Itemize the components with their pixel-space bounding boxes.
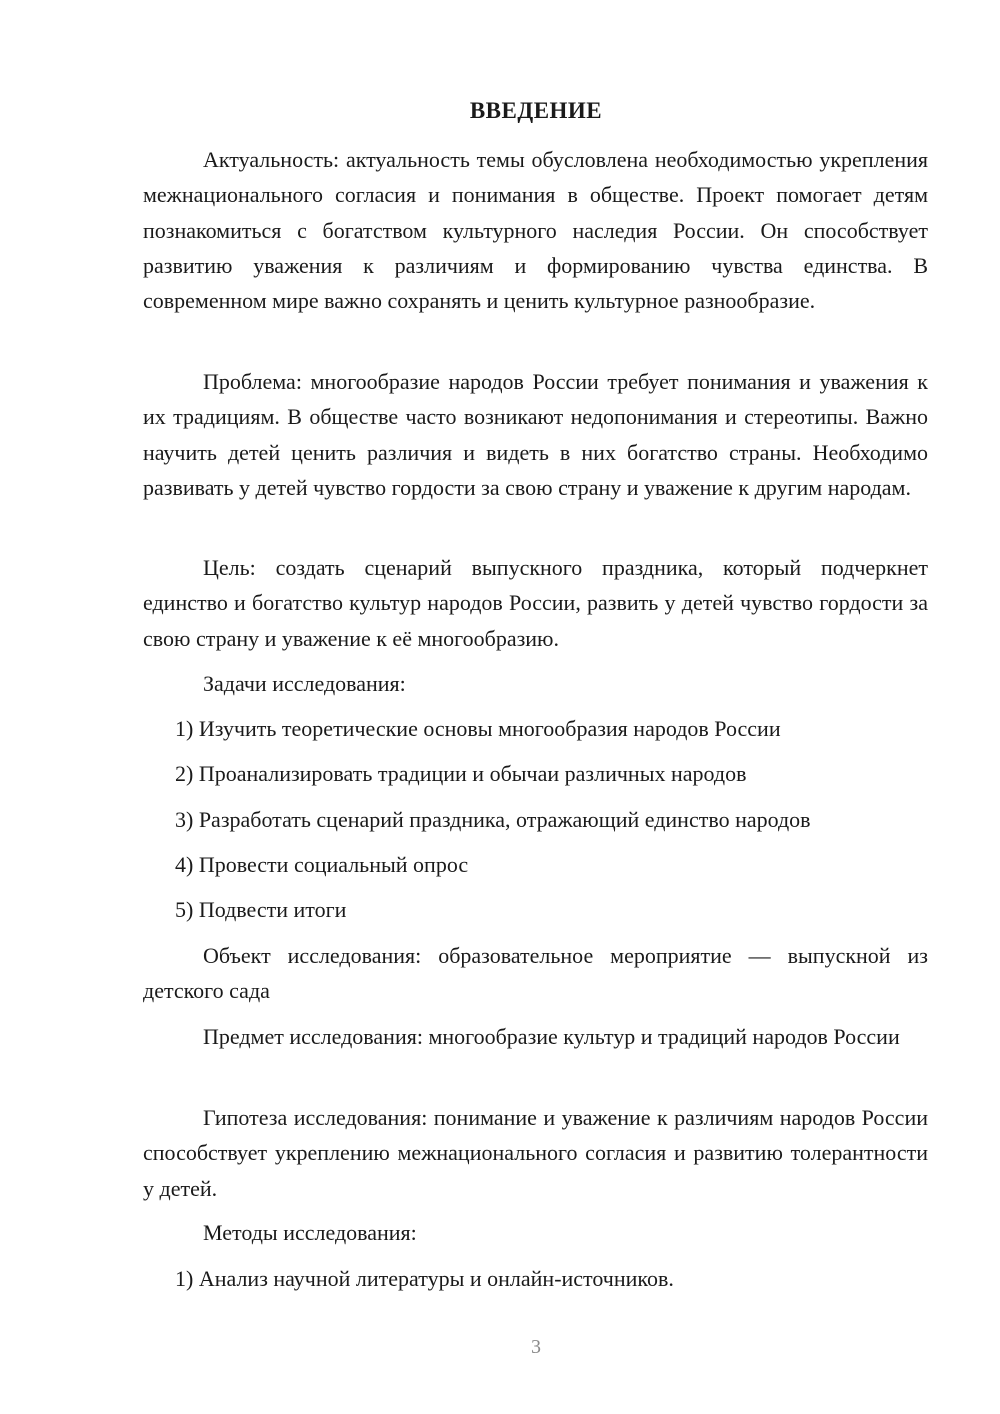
goal-paragraph: Цель: создать сценарий выпускного праздника, который подчеркнет единство и богатство культур народов России, развить у детей чувство гордости за свою страну и уважение к её многообразию. [143, 555, 928, 651]
task-item-1: 1) Изучить теоретические основы многообразия народов России [175, 716, 781, 741]
task-item-4: 4) Провести социальный опрос [175, 852, 469, 877]
hypothesis-paragraph: Гипотеза исследования: понимание и уважение к различиям народов России способствует укреплению межнационального согласия и развитию толерантности у детей. [143, 1105, 928, 1201]
task-item-5: 5) Подвести итоги [175, 897, 347, 922]
methods-heading: Методы исследования: [203, 1220, 417, 1245]
subject-paragraph: Предмет исследования: многообразие культур и традиций народов России [203, 1024, 900, 1049]
page-number: 3 [531, 1336, 541, 1358]
problem-paragraph: Проблема: многообразие народов России требует понимания и уважения к их традициям. В обществе часто возникают недопонимания и стереотипы. Важно научить детей ценить различия и видеть в них богатство страны. Необходимо развивать у детей чувство гордости за свою страну и уважение к другим народам. [143, 369, 928, 500]
object-paragraph: Объект исследования: образовательное мероприятие — выпускной из детского сада [143, 943, 928, 1004]
task-item-2: 2) Проанализировать традиции и обычаи различных народов [175, 761, 747, 786]
section-title: ВВЕДЕНИЕ [469, 98, 603, 123]
method-item-1: 1) Анализ научной литературы и онлайн-источников. [175, 1266, 674, 1291]
relevance-paragraph: Актуальность: актуальность темы обусловлена необходимостью укрепления межнационального согласия и понимания в обществе. Проект помогает детям познакомиться с богатством культурного наследия России. Он способствует развитию уважения к различиям и формированию чувства единства. В современном мире важно сохранять и ценить культурное разнообразие. [143, 147, 928, 314]
tasks-heading: Задачи исследования: [203, 671, 406, 696]
task-item-3: 3) Разработать сценарий праздника, отражающий единство народов [175, 807, 811, 832]
